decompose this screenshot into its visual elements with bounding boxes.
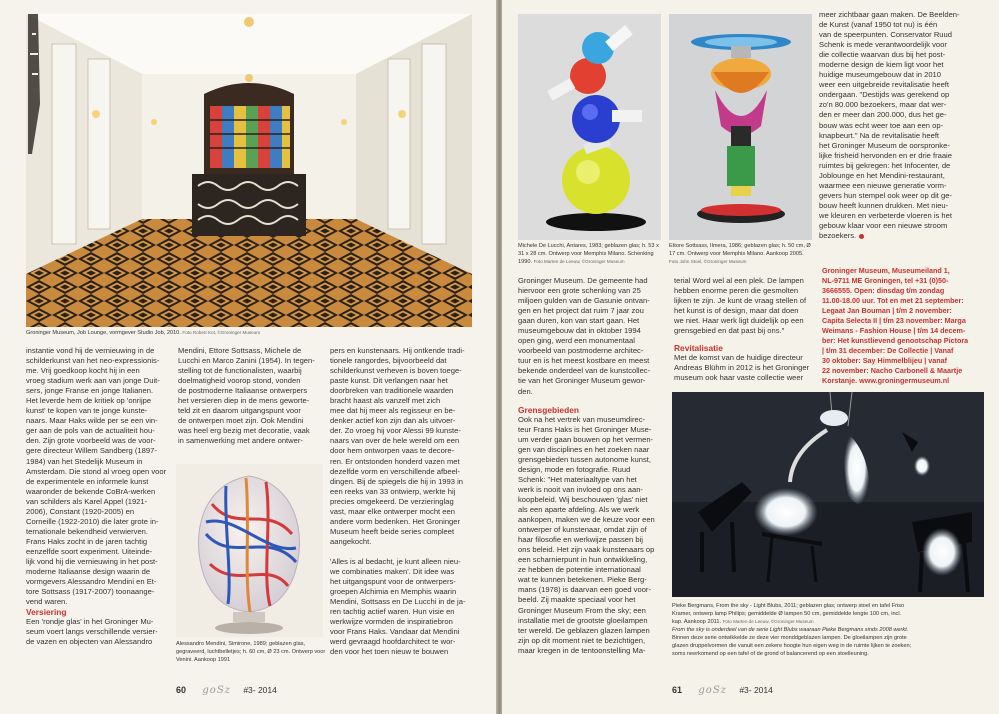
text-line: Mendini, Sottsass en De Lucchi in de ja- <box>330 597 466 607</box>
text-line: voor Frans Haks. Vandaar dat Mendini <box>330 627 460 637</box>
text-line: was heel erg bezig met decoratie, vaak <box>178 426 310 436</box>
text-line: ons beleid. Het zijn vaak kunstenaars op <box>518 545 655 555</box>
text-line: grensgebieden tussen autonome kunst, <box>518 454 651 464</box>
text-line: ontwerper of kunstenaar, omdat zijn of <box>518 525 647 535</box>
info-line: NL-9711 ME Groningen, tel +31 (0)50- <box>822 276 949 285</box>
text-line: Met de komst van de huidige directeur <box>674 353 803 363</box>
section-heading-versiering: Versiering <box>26 607 67 618</box>
text-line: schilderkunst van het neo-expressionis- <box>26 356 160 366</box>
info-line: | t/m 31 december: De Collectie | Vanaf <box>822 346 954 355</box>
issue-label: #3- 2014 <box>243 685 277 695</box>
text-line: we kleuren en verbeterde vloeren is het <box>819 210 952 220</box>
text-line: naars van over de hele wereld om een <box>330 436 460 446</box>
info-line: Capita Selecta II | t/m 23 november: Marga <box>822 316 966 325</box>
text-line: bezoekers. <box>819 231 857 241</box>
text-line: me. Vrij goedkoop kocht hij in een <box>26 366 140 376</box>
caption-line: Pieke Bergmans, From the sky - Light Blubs, 2011; geblazen glas; ontwerp stoel en tafel Friso <box>672 603 905 609</box>
text-line: Schenk is mede verantwoordelijk voor <box>819 40 947 50</box>
text-line: huidige museumgebouw dat in 2010 <box>819 70 942 80</box>
caption-line: soms neerkomend op een tafel of de grond of balancerend op een stoelleuning. <box>672 651 869 657</box>
text-line: bouw was echt weer toe aan een op- <box>819 120 944 130</box>
left-column-2 <box>178 346 324 446</box>
text-line: de experimentele en informele kunst <box>26 476 149 486</box>
text-line: aankopen, maken we de keuze voor een <box>518 515 655 525</box>
caption-text: Michele De Lucchi, Antares, 1983; geblazen glas; h. 53 x 31 x 28 cm. Ontwerp voor Memphis Milano. Schenking 1990. <box>518 243 659 266</box>
text-line: maar kregen in de tentoonstelling Ma- <box>518 645 646 655</box>
text-line: gen van disciplines en het zoeken naar <box>518 444 650 454</box>
right-page <box>502 0 999 714</box>
text-line: bracht haast als vanzelf met zich <box>330 396 441 406</box>
text-line: ter wereld. De geblazen glazen lampen <box>518 625 650 635</box>
text-line: der. Zo vroeg hij voor Alessi 99 kunste- <box>330 426 461 436</box>
antares-photo <box>518 14 661 240</box>
text-line: gebouw klaar voor een nieuwe stroom <box>819 220 948 230</box>
text-line: groepen Alchimia en Memphis waarin <box>330 587 457 597</box>
info-line: 3666555. Open: dinsdag t/m zondag <box>822 286 945 295</box>
text-line: in samenwerking met andere ontwer- <box>178 436 303 446</box>
antares-caption <box>518 242 663 267</box>
text-line: teld zit en daarom uitgangspunt voor <box>178 406 301 416</box>
text-line: dezelfde vorm en verschillende afbeel- <box>330 466 461 476</box>
caption-line: Kramer, ontwerp lamp Philips; gemiddelde Ø lampen 50 cm, gemiddelde lengte 100 cm, incl. <box>672 611 902 617</box>
info-line: Groninger Museum, Museumeiland 1, <box>822 266 950 275</box>
info-line: Legaat Jan Bouman | t/m 2 november: <box>822 306 952 315</box>
text-line: kunst' te kopen van te jonge kunste- <box>26 406 148 416</box>
info-line: 22 november: Nacho Carbonell & Maartje <box>822 366 963 375</box>
section-heading-grensgebieden: Grensgebieden <box>518 404 579 415</box>
text-line: Museum heeft beide series compleet <box>330 526 455 536</box>
from-the-sky-photo <box>672 392 984 597</box>
right-folio <box>672 685 773 696</box>
text-line: lijk vond hij die vernieuwing in het post- <box>26 556 158 566</box>
caption-credit: Foto John Stoel, ©Groninger Museum <box>669 259 747 265</box>
text-line: koopbeleid. Wij beschouwen 'glas' niet <box>518 494 648 504</box>
text-line: werk is nooit van invloed op ons aan- <box>518 484 643 494</box>
caption-credit: Foto Marten de Leeuw, ©Groninger Museum <box>722 619 814 624</box>
page-number: 60 <box>176 685 187 695</box>
text-line: knapbeurt." Na de revitalisatie heeft <box>819 130 940 140</box>
text-line: wat te kunnen betekenen. Pieke Berg- <box>518 575 647 585</box>
text-line: werd gevraagd hoofdarchitect te wor- <box>330 637 456 647</box>
caption-line: glazen druppelvormen die vanuit een zekere hoogte hun eigen weg in de ruimte lijken te zoeken; <box>672 643 912 649</box>
text-line: den voor het toen nieuw te bouwen <box>330 647 449 657</box>
text-line: paste kunst. Dit verlangen naar het <box>330 376 448 386</box>
text-line: tore Sottsass (1917-2007) toonaange- <box>26 587 155 597</box>
text-line: 'Alles is al bedacht, je kunt alleen nieu- <box>330 556 461 566</box>
caption-text: Groninger Museum, Job Lounge, vormgever Studio Job, 2010. <box>26 330 181 336</box>
text-line: 1984) van het Stedelijk Museum in <box>26 456 143 466</box>
info-line: 30 oktober: Say Himmelblijeu | vanaf <box>822 356 948 365</box>
text-line: schilderkunst verheven is boven toege- <box>330 366 462 376</box>
text-line: den er meer dan 200.000, dus het ge- <box>819 110 947 120</box>
text-line: Amsterdam. Die stond al vroeg open voor <box>26 466 167 476</box>
text-line: precies omgekeerd. De verzieringlag <box>330 496 454 506</box>
text-line: terial Word wel al een plek. De lampen <box>674 276 804 285</box>
text-line: gevers hun stempel ook weer op dit ge- <box>819 190 952 200</box>
museum-info-box <box>822 266 984 386</box>
text-line: haar filosofie en werkwijze passen bij <box>518 535 643 545</box>
text-line: moderne Italiaanse design waarin de <box>26 567 151 577</box>
job-lounge-photo <box>26 14 472 327</box>
magazine-logo: goSz <box>202 685 231 696</box>
text-line: um verder gaan bouwen op het vermen- <box>518 434 654 444</box>
text-line: ondergaan. "Destijds was gerekend op <box>819 90 950 100</box>
text-line: Lucchi en Marco Zanini (1954). In tegen- <box>178 356 315 366</box>
text-line: het uitgangspunt voor de ontwerpers- <box>330 577 456 587</box>
text-line: gen en het project dat ruim 7 jaar zou <box>518 306 644 316</box>
text-line: Corneille (1922-2010) die later grote in- <box>26 516 159 526</box>
caption-line: Binnen deze serie ontwikkelde ze deze vier monddgeblazen lampen. De gloeilampen zijn grote <box>672 635 907 641</box>
text-line: seum voert langs verschillende versier- <box>26 627 158 637</box>
text-line: installatie met de grootste gloeilampen <box>518 615 648 625</box>
job-lounge-caption <box>26 329 472 337</box>
text-line: Groninger Museum. De gemeente had <box>518 276 648 285</box>
text-line: we niet. Haar werk ligt duidelijk op een <box>674 316 804 326</box>
text-line: Andreas Blühm in 2012 is het Groninger <box>674 363 810 373</box>
text-line: teur Frans Haks is het Groninger Muse- <box>518 424 652 434</box>
text-line: aangekocht. <box>330 536 372 546</box>
text-line: een scharnierpunt in hun ontwikkeling, <box>518 555 648 565</box>
text-line: lijken te zijn. Je kunt de vraag stellen of <box>674 296 807 306</box>
end-mark-icon <box>859 234 864 239</box>
text-line: weer een uitgebreide revitalisatie heeft <box>819 80 950 90</box>
text-line: stelling tot de functionalisten, waarbij <box>178 366 302 376</box>
left-column-1 <box>26 346 176 647</box>
info-line: 11.00-18.00 uur. Tot en met 21 september: <box>822 296 964 305</box>
text-line: de vazen en objecten van Alessandro <box>26 637 153 647</box>
text-line: die collectie waarvan dus bij het post- <box>819 50 946 60</box>
text-line: van de speerpunten. Conservator Ruud <box>819 30 952 40</box>
text-line: de postmoderne Italiaanse ontwerpers <box>178 386 308 396</box>
text-line: het kunst is of design, maar dat doen <box>674 306 799 316</box>
magazine-logo: goSz <box>698 685 727 696</box>
ilmera-photo <box>669 14 812 240</box>
text-line: ruimtes bij gekregen: het Infocenter, de <box>819 160 951 170</box>
text-line: instantie vond hij de vernieuwing in de <box>26 346 155 355</box>
text-line: zo'n 80.000 bezoekers, maar dat wer- <box>819 100 947 110</box>
text-line: waaronder de bekende CoBrA-werken <box>26 486 156 496</box>
text-line: Groninger Museum From the sky; een <box>518 605 646 615</box>
left-page <box>0 0 497 714</box>
text-line: van schilders als Karel Appel (1921- <box>26 496 148 506</box>
text-line: vormgevers Alessandro Mendini en Et- <box>26 577 157 587</box>
text-line: ger aan de pols van de actualiteit hou- <box>26 426 155 436</box>
text-line: het versieren diep in de mens geworte- <box>178 396 310 406</box>
text-line: mee dat hij meer als regisseur en be- <box>330 406 456 416</box>
text-line: dingen. Bij de spiegels die hij in 1993 in <box>330 476 463 486</box>
right-column-1 <box>518 276 670 656</box>
left-column-3 <box>330 346 480 657</box>
text-line: 2006), Constant (1920-2005) en <box>26 506 135 516</box>
text-line: naars. Maar Haks wilde per se een vin- <box>26 416 158 426</box>
text-line: miljoen gulden van de Gasunie ontvan- <box>518 296 650 306</box>
text-line: hebben enorme peren die gesmolten <box>674 286 799 296</box>
text-line: Joblounge en het Mendini-restaurant, <box>819 170 945 180</box>
text-line: als een aparte afdeling. Als we werk <box>518 505 640 515</box>
caption-text: Ettore Sottsass, Ilmera, 1986; geblazen glas; h. 50 cm, Ø 17 cm. Ontwerp voor Memphis Milano. Aankoop 2005. <box>669 243 811 258</box>
text-line: Schenk: "Het materiaaltype van het <box>518 474 637 484</box>
section-heading-revitalisatie: Revitalisatie <box>674 343 723 354</box>
text-line: denker actief kon zijn dan als uitvoer- <box>330 416 456 426</box>
left-folio <box>176 685 277 696</box>
text-line: ternationale bekendheid verwierven. <box>26 526 149 536</box>
text-line: beeld. Zij maakte speciaal voor het <box>518 595 636 605</box>
text-line: vroeg stadium werk aan van jonge Duit- <box>26 376 160 386</box>
text-line: museum ook haar vaste collectie weer <box>674 373 804 383</box>
text-line: zijn op dit moment niet te bezichtigen, <box>518 635 646 645</box>
text-line: tionele rangordes, bijvoorbeeld dat <box>330 356 447 366</box>
text-line: door hem ontworpen vaas te decore- <box>330 446 455 456</box>
text-line: vast, maar elke ontwerper mocht een <box>330 506 455 516</box>
text-line: design, mode en fotografie. Ruud <box>518 464 631 474</box>
text-line: het Groninger Museum de oorspronke- <box>819 140 950 150</box>
text-line: ze hebben de potentie internationaal <box>518 565 641 575</box>
text-line-last <box>819 231 977 241</box>
text-line: een reeks van 33 ontwierp, werkte hij <box>330 486 456 496</box>
text-line: voorbeeld van postmoderne architec- <box>518 346 644 356</box>
text-line: we combinaties maken'. Dit idee was <box>330 566 455 576</box>
text-line: Mendini, Ettore Sottsass, Michele de <box>178 346 302 355</box>
vase-caption <box>176 640 326 665</box>
text-line: bekende onderdeel van de kunstcollec- <box>518 366 651 376</box>
caption-credit: Foto Robert Kot, ©Groninger Museum <box>182 330 261 335</box>
text-line: meer zichtbaar gaan maken. De Beelden- <box>819 10 960 19</box>
lamp-caption <box>672 602 992 658</box>
text-line: de ontwerpen moet zijn. Ook Mendini <box>178 416 304 426</box>
text-line: ren. Er ontstonden honderd vazen met <box>330 456 460 466</box>
text-line: hiervoor een grote schenking van 25 <box>518 286 641 296</box>
text-line: museumgebouw dat in oktober 1994 <box>518 326 641 336</box>
text-line: ren tachtig actief waren. Hun visie en <box>330 607 455 617</box>
text-line: sers, jonge Franse en jonge Italianen. <box>26 386 154 396</box>
text-line: doelmatigheid voorop stond, vonden <box>178 376 301 386</box>
text-line: de Kunst (vanaf 1950 tot nu) is één <box>819 20 938 30</box>
text-line: gere directeur Willem Sandberg (1897- <box>26 446 157 456</box>
text-line: tie van het Groninger Museum gewor- <box>518 376 646 386</box>
mendini-vase-photo <box>176 464 323 637</box>
text-line: Ook na het vertrek van museumdirec- <box>518 414 646 424</box>
text-line: moderne design de kiem ligt voor het <box>819 60 944 70</box>
text-line: doorbreken van traditionele waarden <box>330 386 454 396</box>
text-line: andere vorm bedenken. Het Groninger <box>330 516 461 526</box>
caption-line: kap. Aankoop 2011. <box>672 619 722 625</box>
text-line: tuur en is het meest kostbare en meest <box>518 356 650 366</box>
caption-line: From the sky is onderdeel van de serie Light Blubs waaraan Pieke Bergmans sinds 2008 werkt. <box>672 627 909 633</box>
text-line: waarmee een nieuwe generatie vorm- <box>819 180 947 190</box>
ilmera-caption <box>669 242 814 267</box>
text-line: vend waren. <box>26 597 68 607</box>
text-line: Frans Haks zocht in de jaren tachtig <box>26 536 148 546</box>
issue-label: #3- 2014 <box>739 685 773 695</box>
right-column-2 <box>674 276 824 383</box>
text-line: grensgebied en dat past bij ons." <box>674 326 785 336</box>
text-line: den. Zijn grote voorbeeld was de voor- <box>26 436 156 446</box>
page-number: 61 <box>672 685 683 695</box>
text-line: lijke frisheid hervonden en er drie fraaie <box>819 150 952 160</box>
caption-credit: Foto Marten de Leeuw, ©Groninger Museum <box>533 259 625 265</box>
info-line: Weimans - Fashion House | t/m 14 decem- <box>822 326 966 335</box>
text-line: werkwijze vormden de inspiratiebron <box>330 617 453 627</box>
text-line: bouw heeft kunnen drukken. Met nieu- <box>819 200 949 210</box>
text-line: Het leverde hem de kritiek op 'onrijpe <box>26 396 152 406</box>
info-line: Korstanje. www.groningermuseum.nl <box>822 376 950 385</box>
text-line: mans (1978) is daarvan een goed voor- <box>518 585 651 595</box>
text-line: pers en kunstenaars. Hij ontkende tradi- <box>330 346 465 355</box>
text-line: den. <box>518 386 533 396</box>
text-line: eenzelfde soort experiment. Uiteinde- <box>26 546 153 556</box>
text-line: open ging, werd een monumentaal <box>518 336 635 346</box>
info-line: ber: Het kunstlievend genootschap Pictora <box>822 336 969 345</box>
text-line: gaan duren, kon van start gaan. Het <box>518 316 640 326</box>
text-line: Een 'rondje glas' in het Groninger Mu- <box>26 617 154 627</box>
right-column-3 <box>819 10 977 241</box>
caption-text: Alessandro Mendini, Simirone, 1989; geblazen glas, gegraveerd, luchtbelletjes; h. 60 cm, Ø 23 cm. Ontwerp voor Venini. Aankoop 1991 <box>176 641 326 664</box>
